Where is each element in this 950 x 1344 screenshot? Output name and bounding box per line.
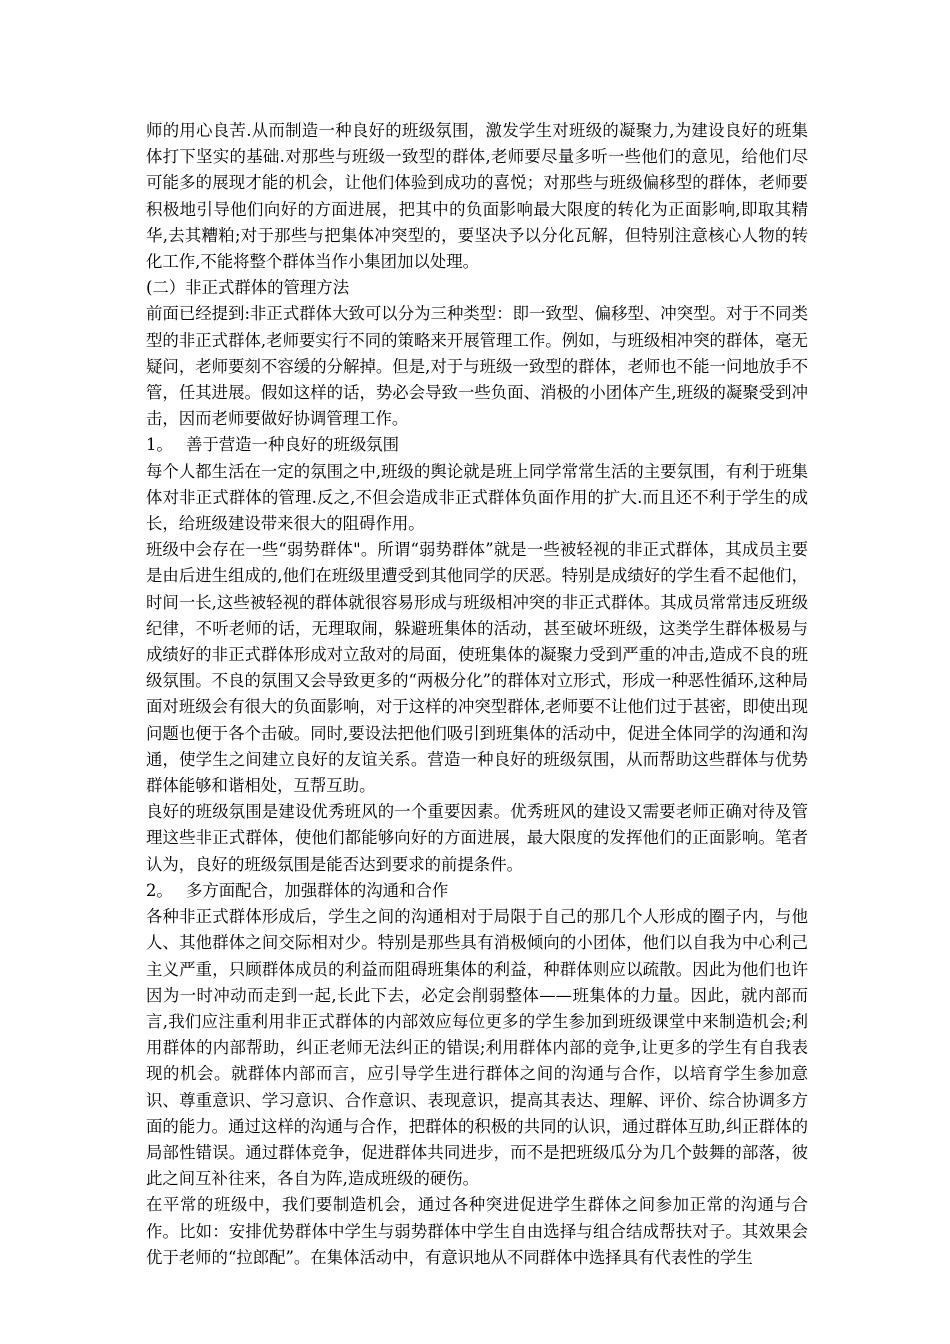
numbered-heading [146,878,808,904]
document-body [146,118,808,1271]
body-paragraph: 良好的班级氛围是建设优秀班风的一个重要因素。优秀班风的建设又需要老师正确对待及管理这些非正式群体，使他们都能够向好的方面进展，最大限度的发挥他们的正面影响。笔者认为，良好的班级氛围是能否达到要求的前提条件。 [146,802,808,874]
numbered-heading [146,432,808,458]
body-paragraph: 前面已经提到:非正式群体大致可以分为三种类型：即一致型、偏移型、冲突型。对于不同类型的非正式群体,老师要实行不同的策略来开展管理工作。例如，与班级相冲突的群体，毫无疑问，老师要刻不容缓的分解掉。但是,对于与班级一致型的群体，老师也不能一问地放手不管，任其进展。假如这样的话，势必会导致一些负面、消极的小团体产生,班级的凝聚受到冲击，因而老师要做好协调管理工作。 [146,304,808,429]
heading-text: 多方面配合，加强群体的沟通和合作 [186,880,449,900]
body-paragraph: 师的用心良苦.从而制造一种良好的班级氛围，激发学生对班级的凝聚力,为建设良好的班集体打下坚实的基础.对那些与班级一致型的群体,老师要尽量多听一些他们的意见，给他们尽可能多的展现才能的机会，让他们体验到成功的喜悦；对那些与班级偏移型的群体，老师要积极地引导他们向好的方面进展，把其中的负面影响最大限度的转化为正面影响,即取其精华,去其糟粕;对于那些与把集体冲突型的，要坚决予以分化瓦解，但特别注意核心人物的转化工作,不能将整个群体当作小集团加以处理。 [146,121,808,272]
body-paragraph: 每个人都生活在一定的氛围之中,班级的舆论就是班上同学常常生活的主要氛围，有利于班集体对非正式群体的管理.反之,不但会造成非正式群体负面作用的扩大.而且还不利于学生的成长，给班级建设带来很大的阻碍作用。 [146,461,808,534]
section-heading: (二）非正式群体的管理方法 [146,278,350,298]
heading-number: 2。 [146,880,173,900]
heading-text: 善于营造一种良好的班级氛围 [186,435,400,455]
body-paragraph: 班级中会存在一些“弱势群体"。所谓“弱势群体”就是一些被轻视的非正式群体，其成员主要是由后进生组成的,他们在班级里遭受到其他同学的厌恶。特别是成绩好的学生看不起他们，时间一长,这些被轻视的群体就很容易形成与班级相冲突的非正式群体。其成员常常违反班级纪律，不听老师的话，无理取闹，躲避班集体的活动，甚至破坏班级，这类学生群体极易与成绩好的非正式群体形成对立敌对的局面，使班集体的凝聚力受到严重的冲击,造成不良的班级氛围。不良的氛围又会导致更多的“两极分化”的群体对立形式，形成一种恶性循环,这种局面对班级会有很大的负面影响，对于这样的冲突型群体,老师要不让他们过于甚密，即使出现问题也便于各个击破。同时,要设法把他们吸引到班集体的活动中，促进全体同学的沟通和沟通，使学生之间建立良好的友谊关系。营造一种良好的班级氛围，从而帮助这些群体与优势群体能够和谐相处，互帮互助。 [146,540,808,796]
body-paragraph: 在平常的班级中，我们要制造机会，通过各种突进促进学生群体之间参加正常的沟通与合作。比如：安排优势群体中学生与弱势群体中学生自由选择与组合结成帮扶对子。其效果会优于老师的“拉郎配”。在集体活动中，有意识地从不同群体中选择具有代表性的学生 [146,1195,808,1267]
body-paragraph: 各种非正式群体形成后，学生之间的沟通相对于局限于自己的那几个人形成的圈子内，与他人、其他群体之间交际相对少。特别是那些具有消极倾向的小团体，他们以自我为中心利己主义严重，只顾群体成员的利益而阻碍班集体的利益，种群体则应以疏散。因此为他们也许因为一时冲动而走到一起,长此下去，必定会削弱整体——班集体的力量。因此，就内部而言,我们应注重利用非正式群体的内部效应每位更多的学生参加到班级课堂中来制造机会;利用群体的内部帮助，纠正老师无法纠正的错误;利用群体内部的竞争,让更多的学生有自我表现的机会。就群体内部而言，应引导学生进行群体之间的沟通与合作，以培育学生参加意识、尊重意识、学习意识、合作意识、表现意识，提高其表达、理解、评价、综合协调多方面的能力。通过这样的沟通与合作，把群体的积极的共同的认识，通过群体互助,纠正群体的局部性错误。通过群体竞争，促进群体共同进步，而不是把班级瓜分为几个鼓舞的部落，彼此之间互补往来，各自为阵,造成班级的硬伤。 [146,907,808,1189]
heading-number: 1。 [146,435,173,455]
